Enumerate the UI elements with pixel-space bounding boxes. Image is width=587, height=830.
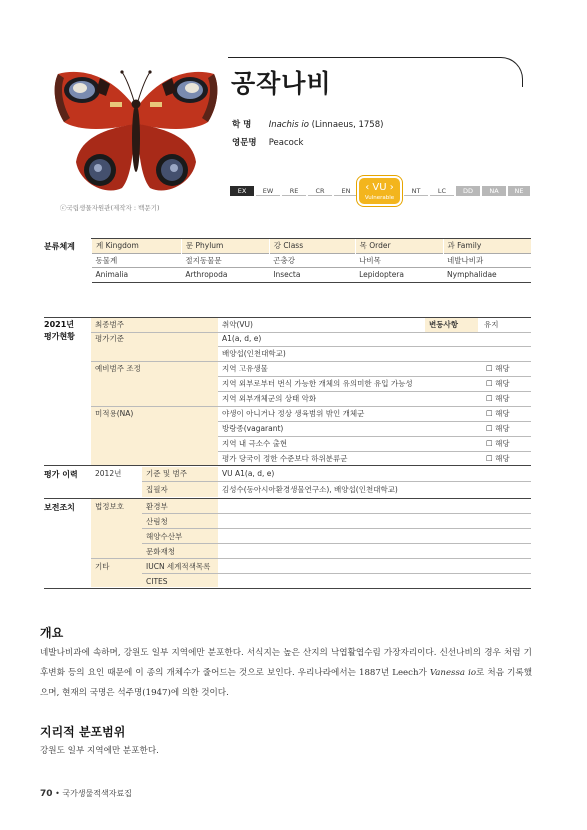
category-dd: DD: [456, 186, 480, 196]
taxonomy-cell: 동물계: [92, 253, 182, 268]
category-lc: LC: [430, 186, 454, 196]
category-en: EN: [334, 186, 358, 196]
taxonomy-header-row: [92, 239, 532, 254]
scientific-name-label: 학 명: [232, 120, 252, 130]
na-item: 야생이 아니거나 정상 생육범위 밖인 개체군: [222, 409, 365, 418]
page-title: 공작나비: [231, 69, 332, 98]
taxonomy-cell: 나비목: [355, 253, 443, 268]
applicable-checkbox[interactable]: ☐ 해당: [486, 379, 510, 388]
applicable-checkbox[interactable]: ☐ 해당: [486, 394, 510, 403]
english-name: Peacock: [268, 138, 304, 148]
history-criteria-label: 기준 및 범주: [146, 469, 187, 478]
criteria-value: A1(a, d, e): [222, 334, 262, 343]
history-writer-value: 김성수(동아시아환경생물연구소), 배양섭(인천대학교): [222, 485, 398, 494]
english-name-label: 영문명: [232, 138, 257, 148]
page-footer: [40, 788, 132, 799]
legal-item: 산림청: [146, 517, 168, 526]
taxonomy-cell: 네발나비과: [443, 253, 531, 268]
photo-credit: ⓒ국립생물자원관(제작자 : 백문기): [60, 204, 160, 212]
selected-category-name: Vulnerable: [364, 195, 395, 201]
taxonomy-header: 문 Phylum: [181, 239, 269, 254]
distribution-heading: 지리적 분포범위: [40, 725, 126, 739]
category-re: RE: [282, 186, 306, 196]
regional-item: 지역 외부개체군의 상태 악화: [222, 394, 317, 403]
taxonomy-header: 계 Kingdom: [92, 239, 182, 254]
applicable-checkbox[interactable]: ☐ 해당: [486, 364, 510, 373]
taxonomy-korean-row: [92, 253, 532, 268]
history-writer-label: 집필자: [146, 485, 168, 494]
na-item: 평가 당국이 정한 수준보다 하위분류군: [222, 454, 348, 463]
assessment-label: 2021년 평가현황: [44, 320, 75, 341]
selected-category-code: VU: [372, 182, 387, 193]
legal-item: 문화재청: [146, 547, 175, 556]
legal-item: 해양수산부: [146, 532, 183, 541]
taxonomy-cell: Insecta: [269, 268, 355, 283]
na-item: 지역 내 극소수 출현: [222, 439, 288, 448]
history-year: 2012년: [95, 469, 122, 478]
assessor-value: 배양섭(인천대학교): [222, 349, 286, 358]
applicable-checkbox[interactable]: ☐ 해당: [486, 454, 510, 463]
legal-item: 환경부: [146, 502, 168, 511]
final-category-value: 취약(VU): [222, 320, 253, 329]
scientific-name: Inachis io: [268, 120, 309, 130]
taxonomy-latin-row: [92, 268, 532, 283]
other-protection-label: 기타: [95, 562, 110, 571]
not-applicable-label: 미적용(NA): [95, 409, 134, 418]
book-title: 국가생물적색자료집: [62, 789, 132, 798]
change-label: 변동사항: [429, 320, 458, 329]
history-label: 평가 이력: [44, 470, 78, 479]
category-ew: EW: [256, 186, 280, 196]
taxonomy-label: 분류체계: [44, 242, 75, 251]
history-criteria-value: VU A1(a, d, e): [222, 469, 275, 478]
distribution-text: 강원도 일부 지역에만 분포한다.: [40, 746, 159, 756]
taxonomy-header: 강 Class: [269, 239, 355, 254]
english-name-row: [232, 136, 303, 148]
taxonomy-cell: 곤충강: [269, 253, 355, 268]
legal-protection-label: 법정보호: [95, 502, 124, 511]
other-item: IUCN 세계적색목록: [146, 562, 211, 571]
taxonomy-cell: 절지동물문: [181, 253, 269, 268]
taxonomy-header: 목 Order: [355, 239, 443, 254]
chevron-left-icon: ‹: [365, 182, 370, 193]
page-number: 70: [40, 789, 53, 799]
applicable-checkbox[interactable]: ☐ 해당: [486, 424, 510, 433]
scientific-author: (Linnaeus, 1758): [311, 120, 384, 130]
other-item: CITES: [146, 577, 168, 586]
overview-heading: 개요: [40, 626, 64, 640]
category-na: NA: [482, 186, 506, 196]
scientific-name-row: [232, 118, 383, 130]
overview-text: 네발나비과에 속하며, 강원도 일부 지역에만 분포한다. 서식지는 높은 산지의 낙엽활엽수림 가장자리이다. 신선나비의 경우 처럼 기후변화 등의 요인 때문에 이 종의 개체수가 줄어드는 것으로 보인다. 우리나라에서는 1887년 Leech가 Vanessa io로 처음 기록했으며, 현재의 국명은 석주명(1947)에 의한 것이다.: [40, 648, 532, 698]
overview-italic-name: Vanessa io: [429, 668, 476, 678]
taxonomy-header: 과 Family: [443, 239, 531, 254]
regional-item: 지역 고유생물: [222, 364, 268, 373]
regional-item: 지역 외부로부터 번식 가능한 개체의 유의미한 유입 가능성: [222, 379, 413, 388]
applicable-checkbox[interactable]: ☐ 해당: [486, 439, 510, 448]
na-item: 방랑종(vagarant): [222, 424, 284, 433]
taxonomy-cell: Arthropoda: [181, 268, 269, 283]
regional-adjust-label: 예비범주 조정: [95, 364, 141, 373]
taxonomy-cell: Animalia: [92, 268, 182, 283]
change-value: 유지: [484, 320, 499, 329]
peacock-butterfly-photo: [50, 66, 222, 202]
taxonomy-table: [91, 238, 531, 283]
final-category-label: 최종범주: [95, 320, 124, 329]
applicable-checkbox[interactable]: ☐ 해당: [486, 409, 510, 418]
protection-label: 보전조치: [44, 503, 75, 512]
criteria-label: 평가기준: [95, 334, 124, 343]
category-cr: CR: [308, 186, 332, 196]
selected-category-vu: [357, 176, 402, 206]
chevron-right-icon: ›: [389, 182, 394, 193]
taxonomy-cell: Nymphalidae: [443, 268, 531, 283]
category-nt: NT: [404, 186, 428, 196]
taxonomy-cell: Lepidoptera: [355, 268, 443, 283]
category-ne: NE: [508, 186, 530, 196]
category-ex: EX: [230, 186, 254, 196]
footer-bullet: •: [55, 789, 60, 798]
